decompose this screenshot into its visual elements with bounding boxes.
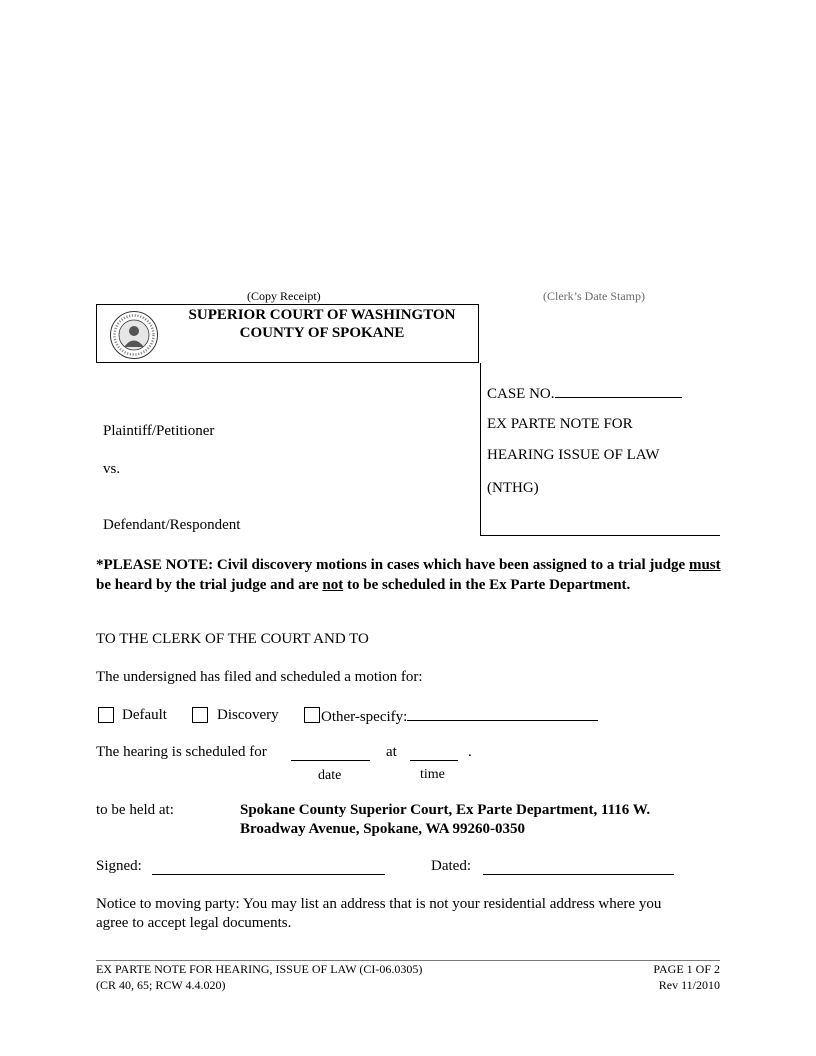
at-label: at bbox=[386, 744, 397, 760]
signed-label: Signed: bbox=[96, 858, 142, 874]
copy-receipt-label: (Copy Receipt) bbox=[247, 289, 321, 303]
clerk-date-stamp-label: (Clerk’s Date Stamp) bbox=[543, 289, 645, 303]
other-specify-field[interactable] bbox=[321, 707, 598, 726]
footer-form-title: EX PARTE NOTE FOR HEARING, ISSUE OF LAW (CI-06.0305) bbox=[96, 962, 423, 976]
note-not: not bbox=[322, 576, 344, 593]
footer-page-number: PAGE 1 OF 2 bbox=[653, 962, 720, 976]
form-title-line2: HEARING ISSUE OF LAW bbox=[487, 447, 660, 463]
hearing-scheduled-label: The hearing is scheduled for bbox=[96, 744, 267, 760]
date-signed-line[interactable] bbox=[483, 861, 674, 875]
time-caption: time bbox=[420, 767, 445, 782]
location-line1: Spokane County Superior Court, Ex Parte Department, 1116 W. bbox=[240, 802, 651, 818]
to-clerk-line: TO THE CLERK OF THE COURT AND TO bbox=[96, 631, 369, 647]
date-caption: date bbox=[318, 768, 342, 783]
note-must: must bbox=[688, 557, 721, 573]
footer-revision: Rev 11/2010 bbox=[658, 978, 720, 992]
discovery-label: Discovery bbox=[217, 707, 279, 723]
note-text-1: *PLEASE NOTE: Civil discovery motions in cases which have been assigned to a trial judge bbox=[96, 557, 689, 573]
discovery-checkbox[interactable] bbox=[192, 707, 208, 723]
form-title-line3: (NTHG) bbox=[487, 480, 539, 496]
vs-label: vs. bbox=[103, 461, 121, 477]
other-specify-label: Other-specify: bbox=[321, 709, 408, 725]
filed-motion-line: The undersigned has filed and scheduled a motion for: bbox=[96, 669, 423, 685]
default-label: Default bbox=[122, 707, 167, 723]
case-number-field[interactable] bbox=[487, 385, 682, 403]
hearing-date-blank[interactable] bbox=[291, 747, 370, 761]
default-checkbox[interactable] bbox=[98, 707, 114, 723]
form-title-line1: EX PARTE NOTE FOR bbox=[487, 416, 633, 432]
notice-line1: Notice to moving party: You may list an address that is not your residential address where you bbox=[96, 896, 662, 912]
notice-line2: agree to accept legal documents. bbox=[96, 915, 292, 931]
case-number-blank[interactable] bbox=[555, 385, 682, 398]
footer-rules: (CR 40, 65; RCW 4.4.020) bbox=[96, 978, 226, 992]
defendant-label: Defendant/Respondent bbox=[103, 517, 241, 533]
held-at-label: to be held at: bbox=[96, 802, 174, 818]
case-number-label: CASE NO. bbox=[487, 386, 555, 402]
location-line2: Broadway Avenue, Spokane, WA 99260-0350 bbox=[240, 821, 526, 837]
dated-label: Dated: bbox=[431, 858, 471, 874]
court-seal-icon bbox=[109, 310, 159, 360]
court-header-box bbox=[96, 304, 479, 363]
caption-bottom-rule bbox=[480, 535, 720, 536]
plaintiff-label: Plaintiff/Petitioner bbox=[103, 423, 215, 439]
court-name: SUPERIOR COURT OF WASHINGTON bbox=[188, 307, 456, 323]
other-checkbox[interactable] bbox=[304, 707, 320, 723]
footer-rule bbox=[96, 960, 720, 961]
other-specify-blank[interactable] bbox=[407, 707, 598, 721]
signature-line[interactable] bbox=[152, 861, 385, 875]
hearing-time-blank[interactable] bbox=[410, 747, 458, 761]
note-text-3: to be scheduled in the Ex Parte Department. bbox=[343, 576, 631, 593]
period: . bbox=[468, 744, 472, 760]
caption-divider bbox=[480, 363, 481, 535]
court-county: COUNTY OF SPOKANE bbox=[239, 325, 405, 341]
please-note bbox=[96, 556, 726, 595]
note-text-2: be heard by the trial judge and are bbox=[96, 576, 323, 593]
